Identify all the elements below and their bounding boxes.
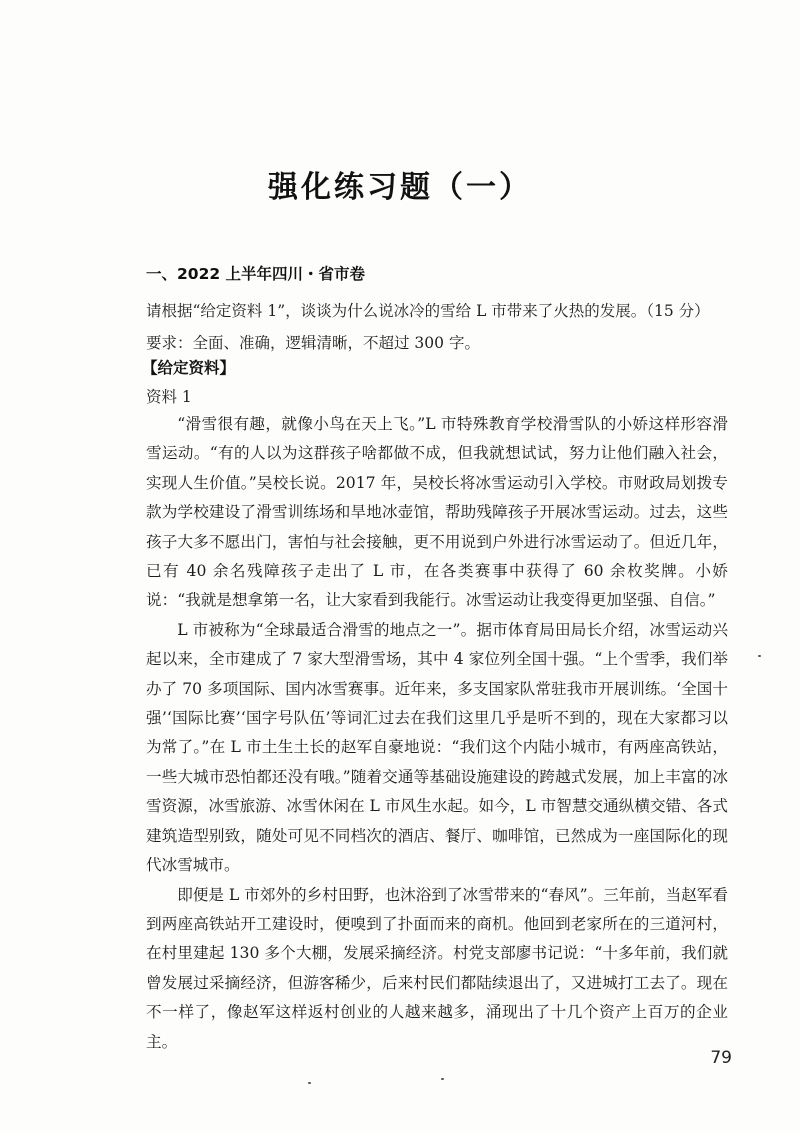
material-paragraph-1: “滑雪很有趣，就像小鸟在天上飞。”L 市特殊教育学校滑雪队的小娇这样形容滑雪运动。“有的人以为这群孩子啥都做不成，但我就想试试，努力让他们融入社会，实现人生价值。”吴校长说。2017 年，吴校长将冰雪运动引入学校。市财政局划拨专款为学校建设了滑雪训练场和旱地冰壶馆，帮助残障孩子开展冰雪运动。过去，这些孩子大多不愿出门，害怕与社会接触，更不用说到户外进行冰雪运动了。但近几年，已有 40 余名残障孩子走出了 L 市，在各类赛事中获得了 60 余枚奖牌。小娇说：“我就是想拿第一名，让大家看到我能行。冰雪运动让我变得更加坚强、自信。” [146,415,728,610]
question-prompt: 请根据“给定资料 1”，谈谈为什么说冰冷的雪给 L 市带来了火热的发展。（15 分） [146,302,710,320]
scan-speck [308,1082,311,1084]
given-materials-label: 【给定资料】 [142,359,236,377]
question-requirements: 要求：全面、准确，逻辑清晰，不超过 300 字。 [146,334,480,352]
page-title: 强化练习题（一） [268,170,532,205]
page-number: 79 [710,1048,732,1068]
material-body [146,410,728,1057]
section-heading: 一、2022 上半年四川・省市卷 [146,265,366,283]
scan-speck [441,1078,444,1080]
material-label: 资料 1 [146,388,192,406]
scan-speck [758,655,761,657]
material-paragraph-2: L 市被称为“全球最适合滑雪的地点之一”。据市体育局田局长介绍，冰雪运动兴起以来，全市建成了 7 家大型滑雪场，其中 4 家位列全国十强。“上个雪季，我们举办了 70 多项国际、国内冰雪赛事。近年来，多支国家队常驻我市开展训练。‘全国十强’‘国际比赛’‘国字号队伍’等词汇过去在我们这里几乎是听不到的，现在大家都习以为常了。”在 L 市土生土长的赵军自豪地说：“我们这个内陆小城市，有两座高铁站，一些大城市恐怕都还没有哦。”随着交通等基础设施建设的跨越式发展，加上丰富的冰雪资源，冰雪旅游、冰雪休闲在 L 市风生水起。如今，L 市智慧交通纵横交错、各式建筑造型别致，随处可见不同档次的酒店、餐厅、咖啡馆，已然成为一座国际化的现代冰雪城市。 [146,620,728,875]
material-paragraph-3: 即便是 L 市郊外的乡村田野，也沐浴到了冰雪带来的“春风”。三年前，当赵军看到两座高铁站开工建设时，便嗅到了扑面而来的商机。他回到老家所在的三道河村，在村里建起 130 多个大棚，发展采摘经济。村党支部廖书记说：“十多年前，我们就曾发展过采摘经济，但游客稀少，后来村民们都陆续退出了，又进城打工去了。现在不一样了，像赵军这样返村创业的人越来越多，涌现出了十几个资产上百万的企业主。 [146,885,728,1051]
